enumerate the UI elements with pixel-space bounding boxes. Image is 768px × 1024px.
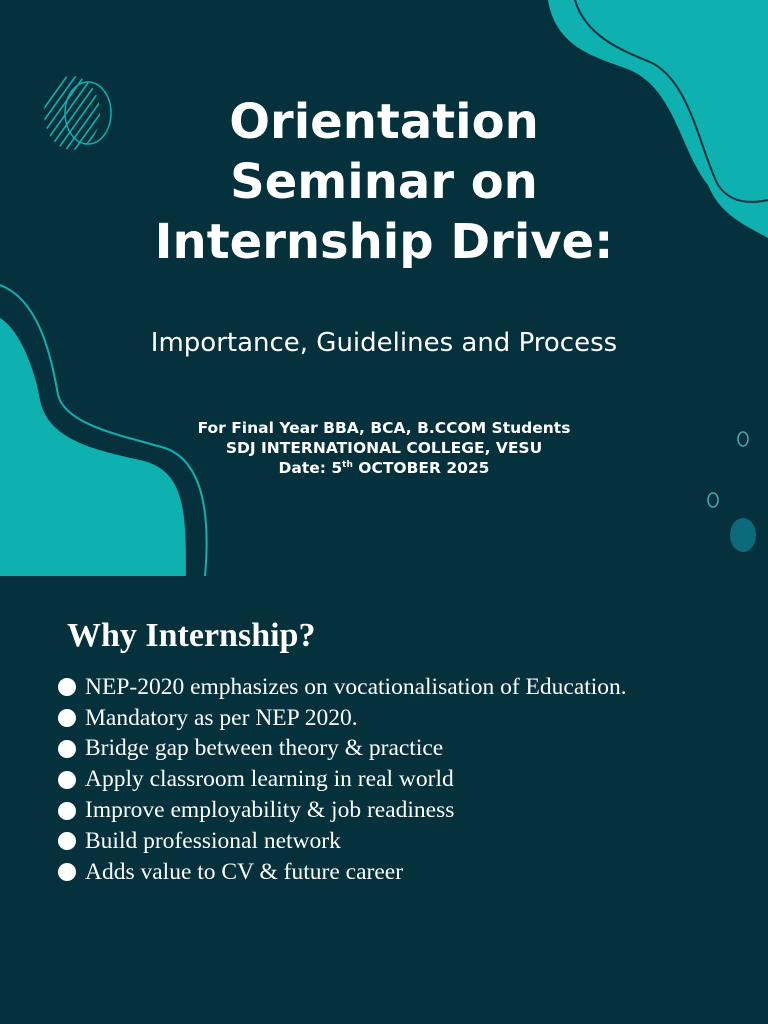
- list-item: [58, 795, 627, 826]
- list-item: [58, 826, 627, 857]
- bullet-dot-icon: [58, 802, 76, 820]
- event-info: [0, 418, 768, 478]
- bullet-dot-icon: [58, 740, 76, 758]
- bullet-dot-icon: [58, 832, 76, 850]
- list-item-text: Apply classroom learning in real world: [85, 766, 454, 793]
- date-rest: OCTOBER 2025: [352, 459, 490, 477]
- list-item-text: NEP-2020 emphasizes on vocationalisation of Education.: [85, 673, 627, 700]
- bullet-dot-icon: [58, 678, 76, 696]
- list-item-text: Adds value to CV & future career: [85, 858, 404, 885]
- small-ring-icon: [708, 493, 718, 507]
- bullet-dot-icon: [58, 771, 76, 789]
- date-ordinal: th: [342, 460, 353, 470]
- audience-text: For Final Year BBA, BCA, B.CCOM Students: [197, 419, 571, 437]
- date-text: [0, 458, 768, 478]
- title-line: Internship Drive:: [154, 214, 614, 270]
- filled-dot-icon: [730, 518, 756, 552]
- subtitle: Importance, Guidelines and Process: [150, 328, 618, 358]
- list-item-text: Build professional network: [85, 827, 341, 854]
- date-prefix: Date: 5: [278, 459, 343, 477]
- why-internship-section: [0, 576, 768, 1024]
- list-item-text: Improve employability & job readiness: [85, 797, 455, 824]
- bullet-list: [58, 672, 627, 888]
- list-item: [58, 764, 627, 795]
- page-title: [0, 92, 768, 272]
- college-text: SDJ INTERNATIONAL COLLEGE, VESU: [225, 439, 543, 457]
- title-line: Seminar on: [230, 154, 538, 210]
- section-heading: Why Internship?: [67, 617, 316, 654]
- list-item-text: Bridge gap between theory & practice: [85, 735, 444, 762]
- list-item: [58, 672, 627, 703]
- bullet-dot-icon: [58, 863, 76, 881]
- bullet-dot-icon: [58, 709, 76, 727]
- title-line: Orientation: [229, 94, 539, 150]
- list-item: [58, 703, 627, 734]
- list-item-text: Mandatory as per NEP 2020.: [85, 704, 358, 731]
- list-item: [58, 734, 627, 765]
- list-item: [58, 857, 627, 888]
